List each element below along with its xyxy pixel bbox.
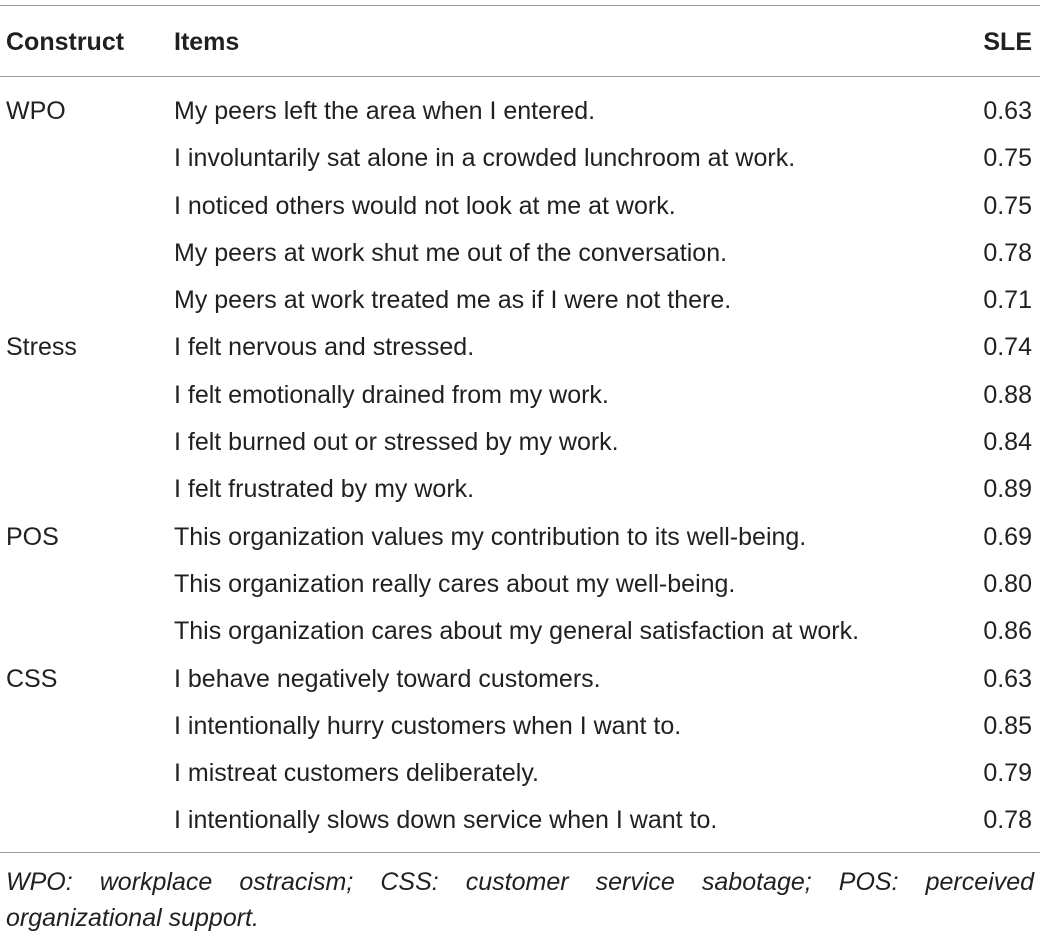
construct-cell: POS [6, 522, 59, 551]
table-row [0, 88, 1040, 135]
item-cell: I mistreat customers deliberately. [174, 759, 539, 788]
sle-cell: 0.88 [983, 380, 1032, 409]
sle-cell: 0.71 [983, 286, 1032, 315]
construct-cell: Stress [6, 333, 77, 362]
sle-cell: 0.63 [983, 664, 1032, 693]
sle-cell: 0.69 [983, 522, 1032, 551]
sle-cell: 0.63 [983, 97, 1032, 125]
table-row [0, 230, 1040, 277]
item-cell: I noticed others would not look at me at work. [174, 191, 676, 220]
item-cell: This organization values my contribution to its well-being. [174, 522, 807, 551]
item-cell: I felt nervous and stressed. [174, 333, 475, 362]
sle-cell: 0.74 [983, 333, 1032, 362]
item-cell: I behave negatively toward customers. [174, 664, 601, 693]
sle-cell: 0.86 [983, 617, 1032, 646]
table-footnote: WPO: workplace ostracism; CSS: customer service sabotage; POS: perceived organizational support. [6, 868, 1034, 932]
item-cell: This organization cares about my general satisfaction at work. [174, 617, 860, 646]
item-cell: I felt burned out or stressed by my work. [174, 428, 619, 457]
item-cell: This organization really cares about my well-being. [174, 569, 736, 598]
table-row [0, 703, 1040, 750]
header-construct: Construct [6, 28, 125, 56]
table-row [0, 797, 1040, 844]
table-row [0, 750, 1040, 797]
sle-cell: 0.75 [983, 191, 1032, 220]
sle-cell: 0.89 [983, 475, 1032, 504]
table-row [0, 561, 1040, 608]
sle-cell: 0.78 [983, 238, 1032, 267]
construct-cell: CSS [6, 664, 58, 693]
table-top-rule [0, 5, 1040, 6]
item-cell: My peers at work shut me out of the conversation. [174, 238, 728, 267]
sle-cell: 0.78 [983, 806, 1032, 835]
table-body [0, 88, 1040, 845]
sle-cell: 0.79 [983, 759, 1032, 788]
table-row [0, 608, 1040, 655]
table-row [0, 656, 1040, 703]
item-cell: I involuntarily sat alone in a crowded lunchroom at work. [174, 144, 796, 173]
table-row [0, 466, 1040, 513]
table-row [0, 277, 1040, 324]
table-row [0, 419, 1040, 466]
table-row [0, 372, 1040, 419]
item-cell: My peers left the area when I entered. [174, 97, 596, 125]
item-cell: I intentionally hurry customers when I want to. [174, 711, 682, 740]
sle-cell: 0.85 [983, 711, 1032, 740]
item-cell: My peers at work treated me as if I were not there. [174, 286, 732, 315]
item-cell: I felt emotionally drained from my work. [174, 380, 609, 409]
table-header-rule [0, 76, 1040, 77]
table-row [0, 135, 1040, 182]
table-bottom-rule [0, 852, 1040, 853]
sle-cell: 0.84 [983, 428, 1032, 457]
table-row [0, 183, 1040, 230]
item-cell: I felt frustrated by my work. [174, 475, 475, 504]
table-header-row [0, 22, 1040, 62]
sle-cell: 0.75 [983, 144, 1032, 173]
sle-cell: 0.80 [983, 569, 1032, 598]
construct-cell: WPO [6, 97, 66, 125]
table-row [0, 324, 1040, 371]
header-items: Items [174, 28, 240, 56]
header-sle: SLE [983, 28, 1032, 56]
item-cell: I intentionally slows down service when I want to. [174, 806, 718, 835]
table-row [0, 514, 1040, 561]
